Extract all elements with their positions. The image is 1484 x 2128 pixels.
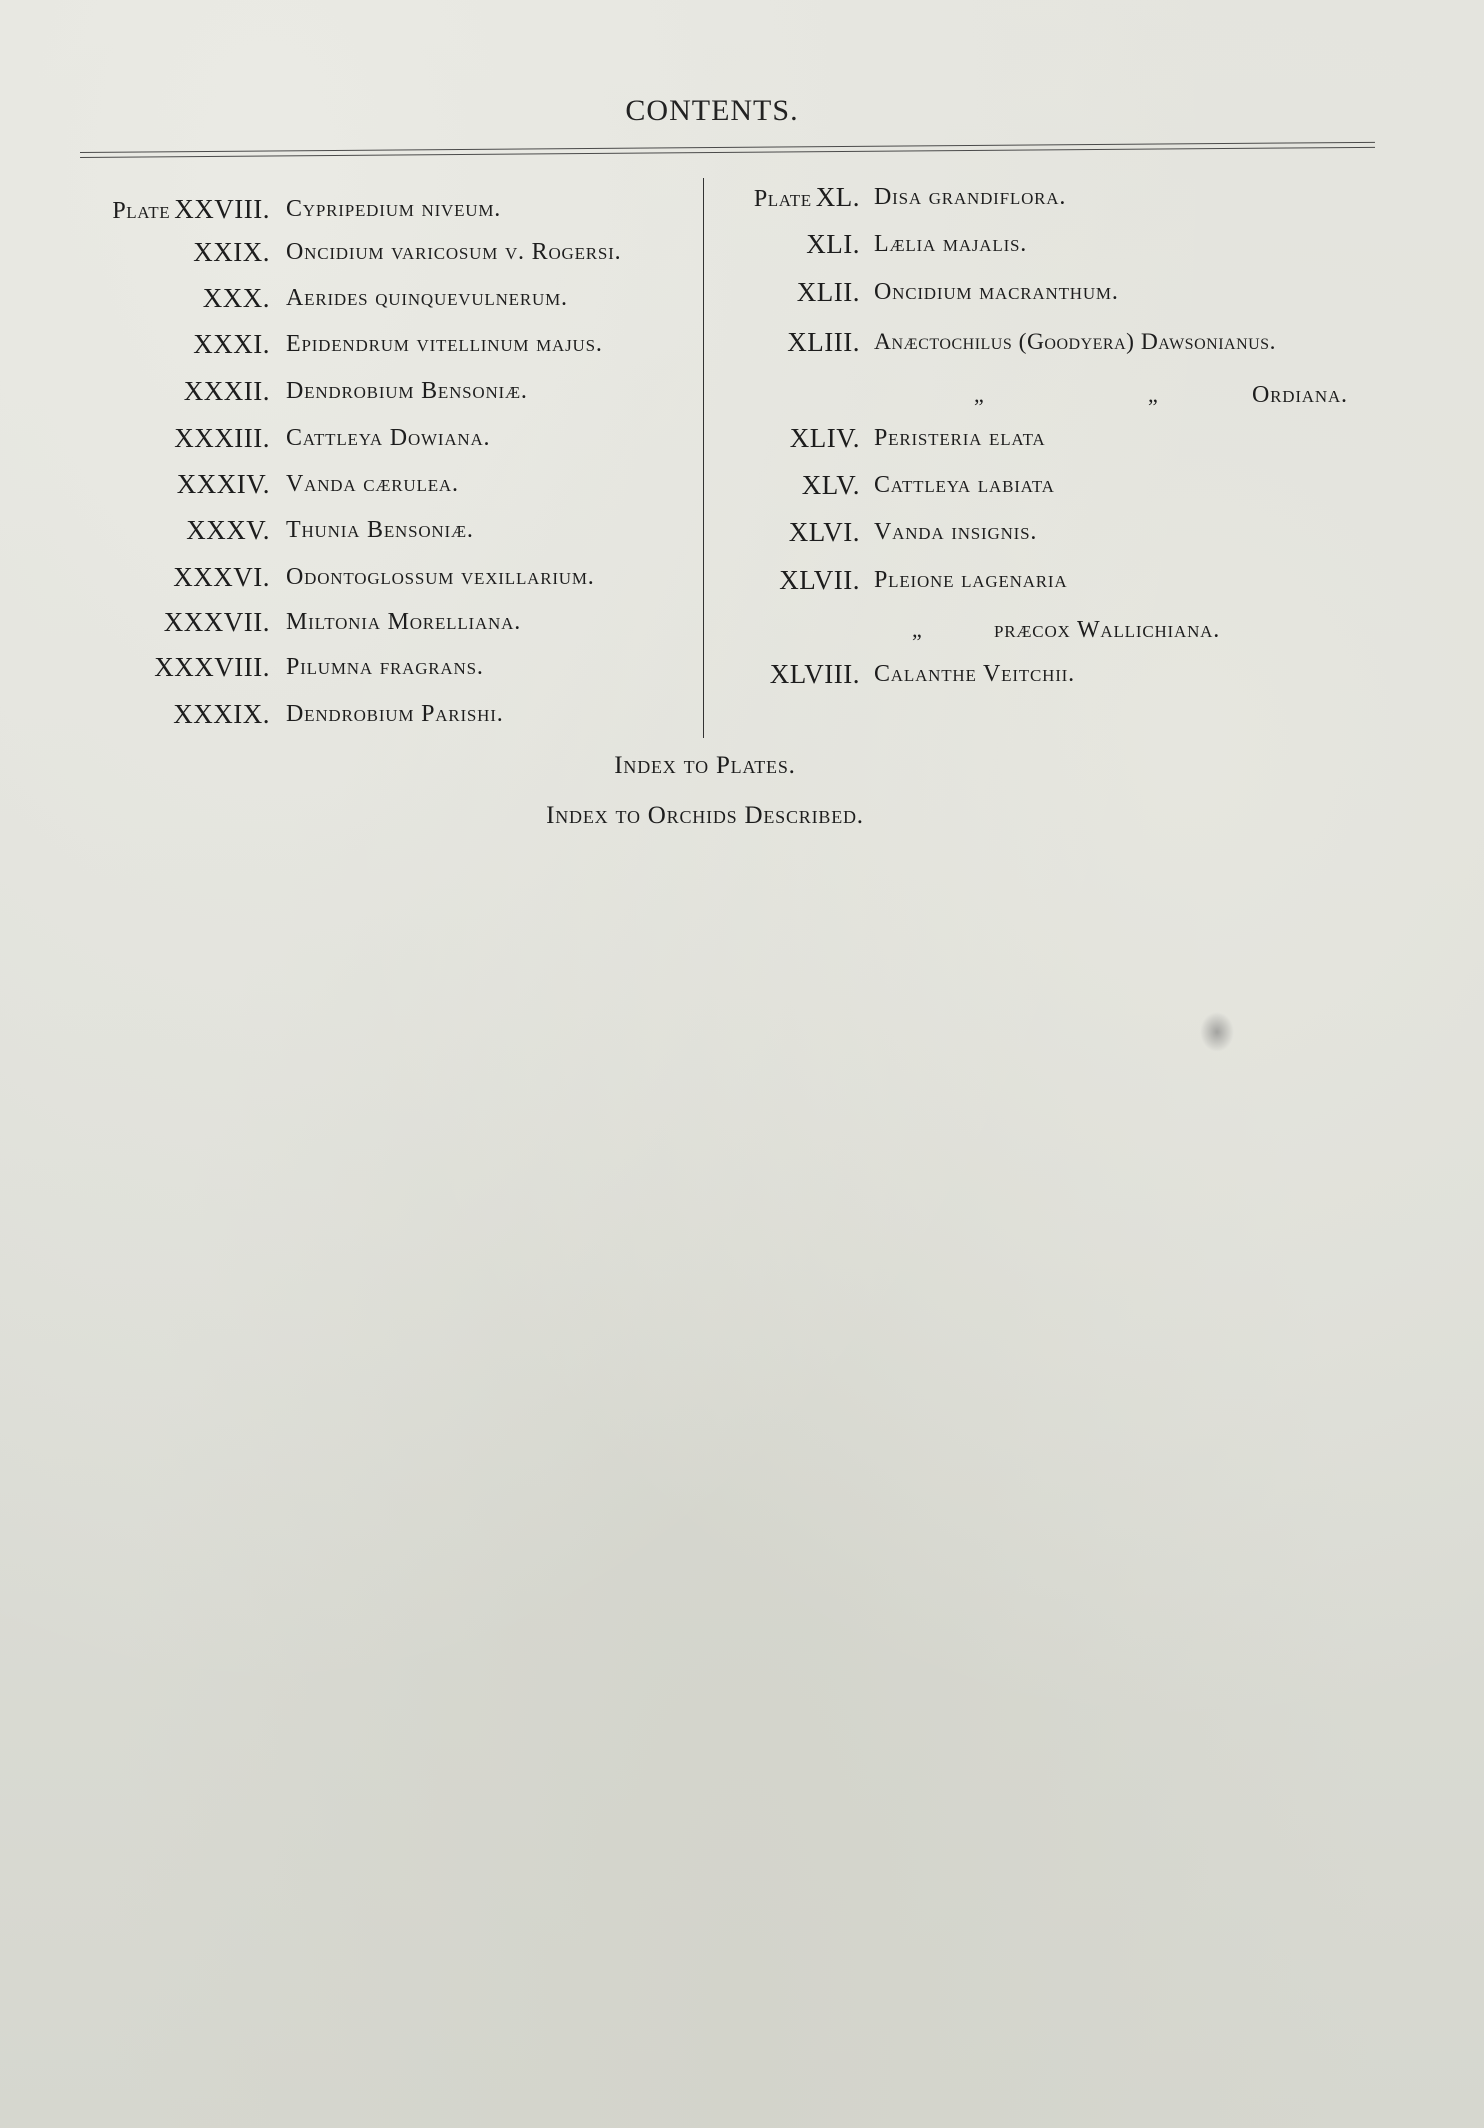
left-entry-number [186,515,270,546]
plate-numeral: XLVII. [779,565,860,595]
right-entry-number [754,182,860,213]
plate-numeral: XXVIII. [174,194,270,224]
ditto-mark: „ [912,617,923,642]
plate-numeral: XXXVII. [163,607,270,637]
left-entry-number [173,699,270,730]
plate-numeral: XLVI. [788,517,860,547]
plate-numeral: XXXIV. [176,469,270,499]
column-divider [703,178,704,738]
plate-numeral: XXXVI. [173,562,270,592]
page-title: CONTENTS. [625,94,799,127]
right-entry-number [789,517,860,548]
right-entry-name: Lælia majalis. [874,231,1028,257]
right-entry-name: Calanthe Veitchii. [874,661,1075,687]
left-entry-name: Aerides quinquevulnerum. [286,285,568,311]
left-entry-name: Dendrobium Parishi. [286,701,504,727]
left-entry-number [154,652,270,683]
right-entry-number [790,423,860,454]
left-entry-name: Oncidium varicosum v. Rogersi. [286,239,622,265]
right-entry-name: Ordiana. [1252,382,1348,408]
plate-numeral: XLVIII. [769,659,860,689]
left-entry-name: Cypripedium niveum. [286,196,502,222]
right-entry-number [770,659,860,690]
ink-smudge [1200,1012,1234,1052]
plate-numeral: XXXIII. [174,423,270,453]
left-entry-name: Vanda cærulea. [286,471,459,497]
right-entry-name: Pleione lagenaria [874,567,1068,593]
plate-numeral: XLI. [806,229,860,259]
plate-numeral: XXX. [202,283,270,313]
plate-label: Plate [753,186,812,212]
left-entry-number [177,469,270,500]
left-entry-number [173,562,270,593]
plate-numeral: XXXIX. [173,699,270,729]
left-entry-number [164,607,270,638]
left-entry-name: Cattleya Dowiana. [286,425,491,451]
plate-numeral: XXXII. [183,376,270,406]
plate-numeral: XXXV. [186,515,270,545]
left-entry-number [203,283,270,314]
left-entry-number [174,423,270,454]
plate-numeral: XLV. [801,470,860,500]
plate-numeral: XXXI. [193,329,270,359]
ditto-mark: „ [1148,382,1159,407]
ditto-mark: „ [974,382,985,407]
right-entry-number [797,277,860,308]
right-entry-name: Cattleya labiata [874,472,1055,498]
right-entry-name: Disa grandiflora. [874,184,1067,210]
right-entry-name: præcox Wallichiana. [994,617,1221,643]
right-entry-name: Peristeria elata [874,425,1046,451]
plate-numeral: XLIII. [787,327,860,357]
right-entry-name: Oncidium macranthum. [874,279,1119,305]
plate-label: Plate [112,198,171,224]
left-entry-name: Odontoglossum vexillarium. [286,564,595,590]
left-entry-number [193,237,270,268]
plate-numeral: XLIV. [789,423,860,453]
right-entry-number [806,229,860,260]
left-entry-name: Thunia Bensoniæ. [286,517,474,543]
left-entry-name: Epidendrum vitellinum majus. [286,331,603,357]
left-entry-number [193,329,270,360]
right-entry-name: Vanda insignis. [874,519,1038,545]
left-entry-name: Miltonia Morelliana. [286,609,521,635]
plate-numeral: XXIX. [193,237,270,267]
index-to-orchids-described: Index to Orchids Described. [546,802,864,829]
left-entry-number [112,194,270,225]
right-entry-name: Anæctochilus (Goodyera) Dawsonianus. [874,329,1276,355]
right-entry-number [802,470,860,501]
right-entry-number [787,327,860,358]
left-entry-number [184,376,270,407]
left-entry-name: Pilumna fragrans. [286,654,484,680]
left-entry-name: Dendrobium Bensoniæ. [286,378,528,404]
double-rule-divider [80,142,1375,158]
plate-numeral: XL. [815,182,860,212]
plate-numeral: XLII. [796,277,860,307]
right-entry-number [779,565,860,596]
plate-numeral: XXXVIII. [154,652,270,682]
index-to-plates: Index to Plates. [614,752,796,779]
